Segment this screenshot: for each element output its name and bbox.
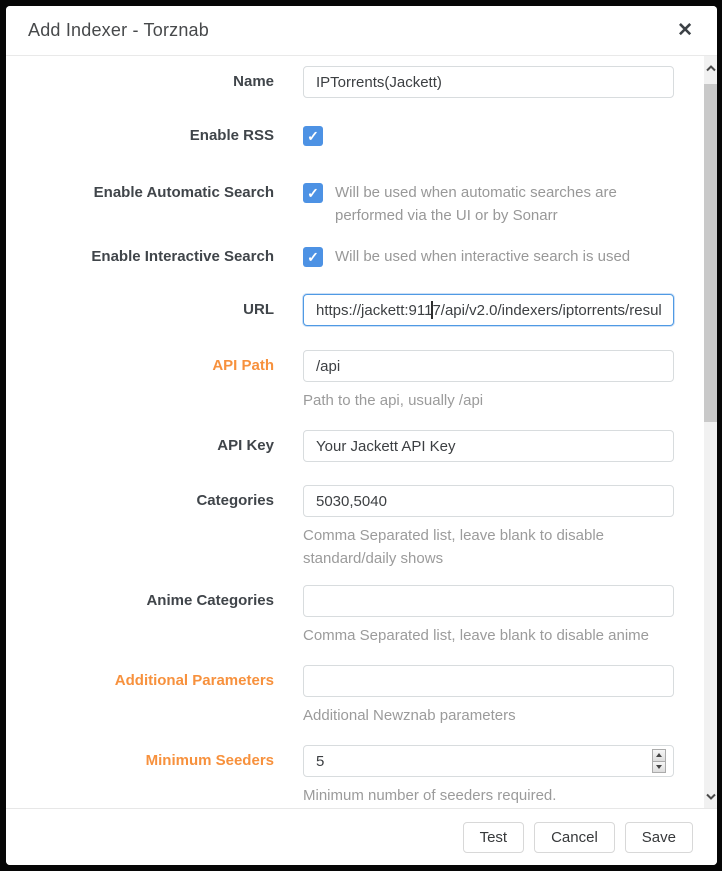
- categories-help: Comma Separated list, leave blank to disable standard/daily shows: [303, 527, 604, 567]
- enable-rss-label: Enable RSS: [189, 127, 274, 144]
- enable-automatic-search-help: Will be used when automatic searches are performed via the UI or by Sonarr: [335, 184, 617, 224]
- triangle-down-icon: [656, 765, 662, 769]
- api-path-input[interactable]: [303, 350, 674, 382]
- api-path-label: API Path: [212, 357, 274, 374]
- form-row-api-path: [6, 350, 717, 412]
- form-row-anime-categories: [6, 585, 717, 647]
- spinner-up-button[interactable]: [653, 750, 665, 761]
- cancel-button[interactable]: Cancel: [534, 822, 615, 853]
- chevron-down-icon: [706, 793, 716, 800]
- categories-input[interactable]: [303, 485, 674, 517]
- chevron-up-icon: [706, 65, 716, 72]
- anime-categories-input[interactable]: [303, 585, 674, 617]
- enable-automatic-search-checkbox[interactable]: ✓: [303, 183, 323, 203]
- spinner-down-button[interactable]: [653, 761, 665, 773]
- close-icon[interactable]: ✕: [677, 20, 693, 41]
- modal-body: [6, 56, 717, 808]
- name-label: Name: [233, 73, 274, 90]
- api-path-help: Path to the api, usually /api: [303, 392, 484, 409]
- minimum-seeders-label: Minimum Seeders: [145, 752, 274, 769]
- text-cursor: [431, 301, 433, 319]
- additional-parameters-help: Additional Newznab parameters: [303, 707, 516, 724]
- triangle-up-icon: [656, 753, 662, 757]
- enable-interactive-search-label: Enable Interactive Search: [91, 248, 274, 265]
- enable-automatic-search-label: Enable Automatic Search: [93, 184, 274, 201]
- additional-parameters-input[interactable]: [303, 665, 674, 697]
- api-key-label: API Key: [217, 437, 274, 454]
- enable-interactive-search-checkbox[interactable]: ✓: [303, 247, 323, 267]
- additional-parameters-label: Additional Parameters: [114, 672, 274, 689]
- scrollbar-thumb[interactable]: [704, 84, 717, 422]
- save-button[interactable]: Save: [625, 822, 693, 853]
- minimum-seeders-help: Minimum number of seeders required.: [303, 787, 557, 804]
- form-row-additional-parameters: [6, 665, 717, 727]
- anime-categories-label: Anime Categories: [146, 592, 274, 609]
- modal-footer: [6, 808, 717, 865]
- categories-label: Categories: [196, 492, 274, 509]
- modal-title: Add Indexer - Torznab: [28, 20, 209, 40]
- anime-categories-help: Comma Separated list, leave blank to disable anime: [303, 627, 650, 644]
- form-row-enable-interactive-search: [6, 247, 717, 268]
- form-row-categories: [6, 485, 717, 570]
- form-row-url: [6, 294, 717, 326]
- form-row-api-key: [6, 430, 717, 462]
- scroll-up-button[interactable]: [704, 58, 717, 78]
- form-row-enable-rss: [6, 126, 717, 146]
- add-indexer-modal: [6, 6, 717, 865]
- form-row-enable-automatic-search: [6, 183, 717, 227]
- url-label: URL: [243, 301, 274, 318]
- minimum-seeders-input[interactable]: [303, 745, 674, 777]
- name-input[interactable]: [303, 66, 674, 98]
- number-spinner: [652, 749, 666, 773]
- scrollbar[interactable]: [704, 56, 717, 808]
- scroll-down-button[interactable]: [704, 786, 717, 806]
- form-row-name: [6, 66, 717, 98]
- enable-interactive-search-help: Will be used when interactive search is used: [335, 248, 631, 265]
- test-button[interactable]: Test: [463, 822, 525, 853]
- api-key-input[interactable]: [303, 430, 674, 462]
- form-row-minimum-seeders: [6, 745, 717, 807]
- enable-rss-checkbox[interactable]: ✓: [303, 126, 323, 146]
- modal-header: [6, 6, 717, 56]
- url-input[interactable]: [303, 294, 674, 326]
